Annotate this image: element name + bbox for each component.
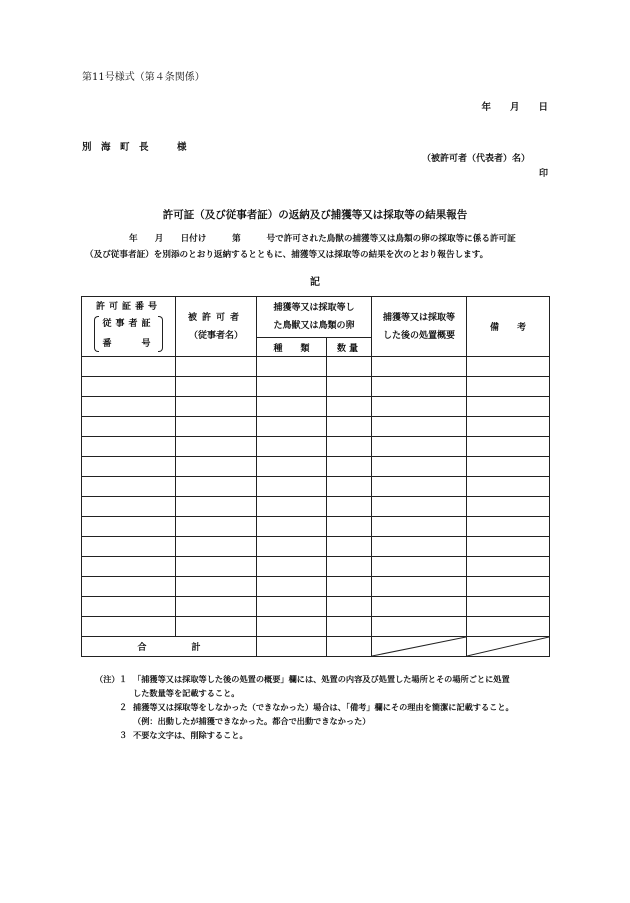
table-cell[interactable]: [82, 457, 176, 477]
table-cell[interactable]: [467, 437, 550, 457]
table-cell[interactable]: [257, 517, 327, 537]
note-item: [95, 686, 555, 700]
table-cell[interactable]: [327, 357, 372, 377]
table-cell[interactable]: [467, 597, 550, 617]
table-cell[interactable]: [327, 597, 372, 617]
table-cell[interactable]: [372, 417, 467, 437]
table-cell[interactable]: [327, 417, 372, 437]
table-cell[interactable]: [257, 397, 327, 417]
applicant-name-line: （被許可者（代表者）名）: [421, 154, 530, 164]
table-cell[interactable]: [257, 357, 327, 377]
form-number: 第11号様式（第４条関係）: [82, 72, 205, 83]
total-remarks-crossed-cell: [467, 637, 550, 657]
total-row: [82, 637, 550, 657]
table-cell[interactable]: [327, 537, 372, 557]
note-text: した数量等を記載すること。: [133, 688, 240, 698]
table-cell[interactable]: [372, 517, 467, 537]
report-table: [81, 296, 550, 657]
table-cell[interactable]: [176, 457, 257, 477]
ki-heading: 記: [310, 277, 320, 288]
note-text: 不要な文字は、削除すること。: [133, 730, 248, 740]
table-cell[interactable]: [327, 497, 372, 517]
table-body: [82, 357, 550, 637]
table-cell[interactable]: [82, 417, 176, 437]
table-cell[interactable]: [82, 437, 176, 457]
table-cell[interactable]: [176, 397, 257, 417]
table-cell[interactable]: [257, 597, 327, 617]
table-cell[interactable]: [176, 357, 257, 377]
table-cell[interactable]: [327, 517, 372, 537]
notes-section: [95, 672, 555, 742]
table-cell[interactable]: [176, 477, 257, 497]
table-row: [82, 477, 550, 497]
table-cell[interactable]: [257, 557, 327, 577]
table-cell[interactable]: [82, 377, 176, 397]
table-cell[interactable]: [467, 397, 550, 417]
table-row: [82, 597, 550, 617]
table-cell[interactable]: [327, 377, 372, 397]
note-number: １: [119, 674, 128, 684]
table-cell[interactable]: [257, 617, 327, 637]
total-disposal-crossed-cell: [372, 637, 467, 657]
table-row: [82, 457, 550, 477]
note-text: （例：出動したが捕獲できなかった。都合で出動できなかった）: [133, 716, 371, 726]
table-cell[interactable]: [257, 577, 327, 597]
table-row: [82, 577, 550, 597]
table-cell[interactable]: [82, 577, 176, 597]
document-title: 許可証（及び従事者証）の返納及び捕獲等又は採取等の結果報告: [162, 209, 468, 221]
table-cell[interactable]: [82, 537, 176, 557]
body-line-1: 年 月 日付け 第 号で許可された鳥獣の捕獲等又は鳥類の卵の採取等に係る許可証: [129, 234, 516, 244]
table-cell[interactable]: [372, 457, 467, 477]
table-cell[interactable]: [467, 517, 550, 537]
table-row: [82, 357, 550, 377]
table-cell[interactable]: [467, 617, 550, 637]
table-cell[interactable]: [327, 557, 372, 577]
diagonal-line-icon: [467, 637, 549, 656]
total-kind-cell[interactable]: [257, 637, 327, 657]
table-cell[interactable]: [467, 357, 550, 377]
table-cell[interactable]: [176, 417, 257, 437]
table-cell[interactable]: [176, 597, 257, 617]
table-cell[interactable]: [467, 497, 550, 517]
note-label: [95, 686, 119, 700]
table-cell[interactable]: [372, 597, 467, 617]
note-item: [95, 700, 555, 714]
table-cell[interactable]: [257, 417, 327, 437]
note-label: [95, 728, 119, 742]
note-number: ２: [119, 702, 128, 712]
table-cell[interactable]: [257, 537, 327, 557]
table-cell[interactable]: [257, 377, 327, 397]
note-label: [95, 714, 119, 728]
permittee-sub-label: （従事者名）: [188, 330, 243, 341]
note-number: [119, 686, 133, 700]
captured-label-1: 捕獲等又は採取等し: [273, 303, 355, 313]
table-cell[interactable]: [82, 517, 176, 537]
note-number: [119, 714, 133, 728]
table-cell[interactable]: [467, 557, 550, 577]
table-cell[interactable]: [176, 577, 257, 597]
note-item: [95, 672, 555, 686]
date-line: 年 月 日: [481, 102, 548, 113]
table-cell[interactable]: [467, 417, 550, 437]
table-cell[interactable]: [372, 537, 467, 557]
table-cell[interactable]: [82, 497, 176, 517]
table-cell[interactable]: [82, 617, 176, 637]
note-item: [95, 714, 555, 728]
seal-mark: 印: [538, 169, 548, 179]
table-row: [82, 557, 550, 577]
table-cell[interactable]: [82, 557, 176, 577]
table-cell[interactable]: [372, 397, 467, 417]
total-quantity-cell[interactable]: [327, 637, 372, 657]
table-row: [82, 437, 550, 457]
note-label: （注）: [95, 674, 120, 684]
worker-cert-bracket: [94, 314, 162, 354]
permittee-label: 被許可者: [187, 312, 244, 323]
table-cell[interactable]: [467, 377, 550, 397]
quantity-header: 数量: [327, 338, 372, 357]
total-label: 合 計: [82, 637, 257, 657]
note-label: [95, 700, 119, 714]
table-cell[interactable]: [82, 477, 176, 497]
table-cell[interactable]: [327, 477, 372, 497]
note-text: 捕獲等又は採取等をしなかった（できなかった）場合は、「備考」欄にその理由を簡潔に記載すること。: [133, 702, 514, 712]
table-cell[interactable]: [467, 537, 550, 557]
number-label: 番 号: [102, 339, 155, 349]
table-cell[interactable]: [372, 577, 467, 597]
permit-number-header: [82, 297, 176, 357]
disposal-label-2: した後の処置概要: [383, 330, 456, 341]
table-cell[interactable]: [257, 457, 327, 477]
table-cell[interactable]: [257, 477, 327, 497]
table-cell[interactable]: [372, 557, 467, 577]
note-number: ３: [119, 730, 128, 740]
table-row: [82, 397, 550, 417]
table-cell[interactable]: [372, 377, 467, 397]
disposal-label-1: 捕獲等又は採取等: [383, 312, 456, 323]
note-text: 「捕獲等又は採取等した後の処置の概要」欄には、処置の内容及び処置した場所とその場所ごとに処置: [133, 674, 510, 684]
table-cell[interactable]: [176, 497, 257, 517]
table-row: [82, 617, 550, 637]
table-cell[interactable]: [372, 437, 467, 457]
table-cell[interactable]: [372, 617, 467, 637]
table-cell[interactable]: [467, 577, 550, 597]
table-cell[interactable]: [176, 557, 257, 577]
table-cell[interactable]: [176, 377, 257, 397]
disposal-header: [372, 297, 467, 357]
table-cell[interactable]: [372, 477, 467, 497]
kind-header: 種 類: [257, 338, 327, 357]
table-cell[interactable]: [82, 357, 176, 377]
table-cell[interactable]: [176, 517, 257, 537]
table-cell[interactable]: [372, 357, 467, 377]
table-cell[interactable]: [176, 437, 257, 457]
permittee-header: [176, 297, 257, 357]
captured-header: [257, 297, 372, 338]
table-row: [82, 417, 550, 437]
table-header-row: [82, 297, 550, 338]
table-cell[interactable]: [257, 437, 327, 457]
table-row: [82, 537, 550, 557]
table-cell[interactable]: [327, 437, 372, 457]
table-cell[interactable]: [372, 497, 467, 517]
table-row: [82, 497, 550, 517]
table-cell[interactable]: [82, 597, 176, 617]
diagonal-line-icon: [372, 637, 466, 656]
table-cell[interactable]: [327, 577, 372, 597]
note-item: [95, 728, 555, 742]
table-row: [82, 517, 550, 537]
table-cell[interactable]: [467, 457, 550, 477]
table-cell[interactable]: [176, 617, 257, 637]
table-cell[interactable]: [257, 497, 327, 517]
body-line-2: （及び従事者証）を別添のとおり返納するとともに、捕獲等又は採取等の結果を次のとおり報告します。: [85, 250, 489, 260]
table-cell[interactable]: [82, 397, 176, 417]
worker-cert-label: 従事者証: [102, 319, 155, 329]
body-paragraph: [85, 231, 547, 263]
table-cell[interactable]: [327, 457, 372, 477]
permit-number-label: 許可証番号: [95, 302, 161, 312]
table-cell[interactable]: [327, 397, 372, 417]
addressee: 別 海 町 長 様: [82, 142, 187, 153]
table-row: [82, 377, 550, 397]
table-cell[interactable]: [327, 617, 372, 637]
remarks-header: 備 考: [467, 297, 550, 357]
table-cell[interactable]: [467, 477, 550, 497]
table-cell[interactable]: [176, 537, 257, 557]
captured-label-2: た鳥獣又は鳥類の卵: [273, 321, 355, 331]
